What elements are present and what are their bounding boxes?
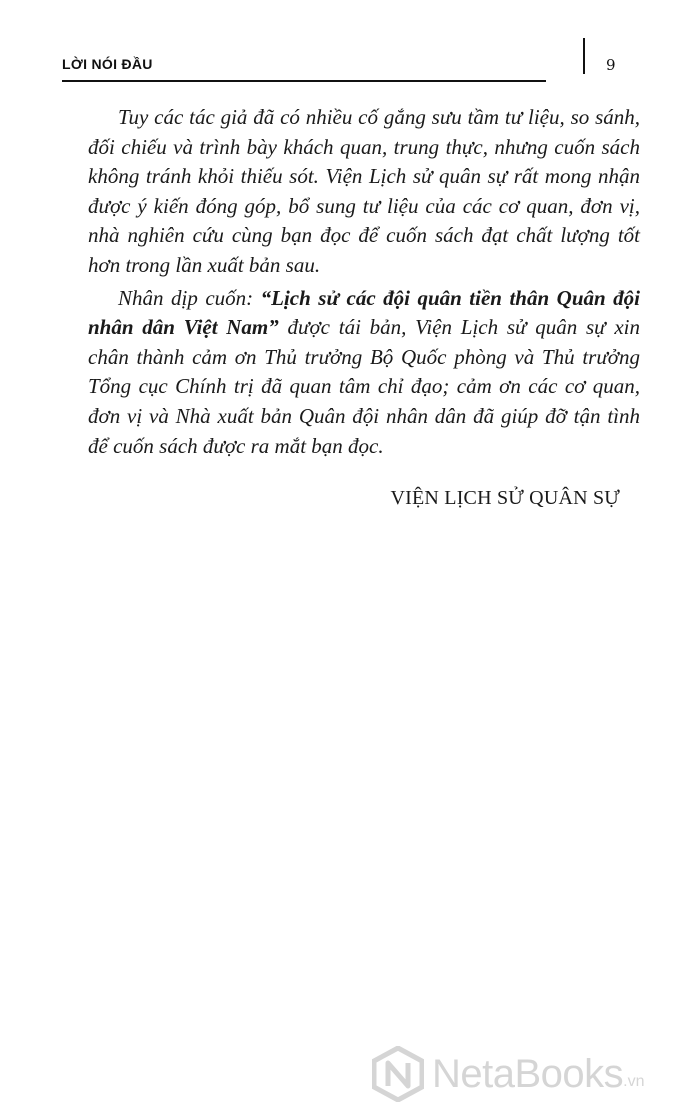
netabooks-logo-icon xyxy=(372,1046,424,1102)
body-text xyxy=(88,103,640,464)
paragraph-1: Tuy các tác giả đã có nhiều cố gắng sưu tầm tư liệu, so sánh, đối chiếu và trình bày khách quan, trung thực, nhưng cuốn sách không tránh khỏi thiếu sót. Viện Lịch sử quân sự rất mong nhận được ý kiến đóng góp, bổ sung tư liệu của các cơ quan, đơn vị, nhà nghiên cứu cùng bạn đọc để cuốn sách đạt chất lượng tốt hơn trong lần xuất bản sau. xyxy=(88,105,640,277)
watermark xyxy=(372,1046,645,1102)
book-title: “Lịch sử các đội quân tiền thân Quân đội nhân dân Việt Nam” xyxy=(88,285,640,340)
header-vertical-rule xyxy=(583,38,585,74)
section-title: LỜI NÓI ĐẦU xyxy=(62,56,153,72)
page-number: 9 xyxy=(606,56,616,74)
running-header xyxy=(62,48,546,82)
paragraph-2-intro: Nhân dịp cuốn: xyxy=(118,285,261,310)
watermark-brand: NetaBooks xyxy=(432,1051,624,1096)
paragraph-2 xyxy=(88,284,640,462)
signature: VIỆN LỊCH SỬ QUÂN SỰ xyxy=(390,487,620,509)
paragraph-2-rest: được tái bản, Viện Lịch sử quân sự xin chân thành cảm ơn Thủ trưởng Bộ Quốc phòng và Thủ trưởng Tổng cục Chính trị đã quan tâm chỉ đạo; cảm ơn các cơ quan, đơn vị và Nhà xuất bản Quân đội nhân dân đã giúp đỡ tận tình để cuốn sách được ra mắt bạn đọc. xyxy=(88,315,640,458)
watermark-suffix: .vn xyxy=(623,1073,645,1090)
